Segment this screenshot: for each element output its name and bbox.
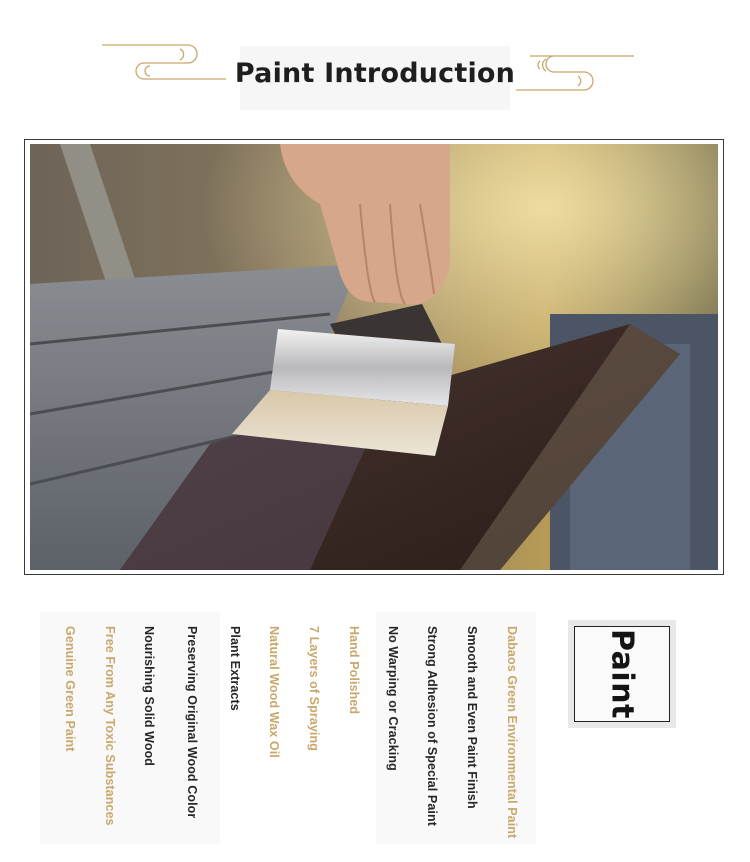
feature-smooth-finish: Smooth and Even Paint Finish [465, 626, 479, 809]
feature-nourishing-wood: Nourishing Solid Wood [142, 626, 156, 767]
feature-7-layers: 7 Layers of Spraying [307, 626, 321, 751]
feature-dabaos-green-paint: Dabaos Green Environmental Paint [505, 626, 519, 839]
feature-genuine-green: Genuine Green Paint [63, 626, 77, 752]
paint-stamp [568, 620, 676, 728]
feature-no-warping: No Warping or Cracking [386, 626, 400, 771]
paint-stamp-label: Paint [604, 629, 640, 719]
feature-wood-wax-oil: Natural Wood Wax Oil [267, 626, 281, 758]
feature-strong-adhesion: Strong Adhesion of Special Paint [425, 626, 439, 826]
paint-stamp-frame [574, 626, 670, 722]
feature-plant-extracts: Plant Extracts [228, 626, 242, 711]
page-title: Paint Introduction [234, 58, 516, 89]
paintbrush-on-wood-image [30, 144, 718, 570]
feature-non-toxic: Free From Any Toxic Substances [103, 626, 117, 826]
feature-hand-polished: Hand Polished [347, 626, 361, 715]
feature-original-color: Preserving Original Wood Color [185, 626, 199, 819]
